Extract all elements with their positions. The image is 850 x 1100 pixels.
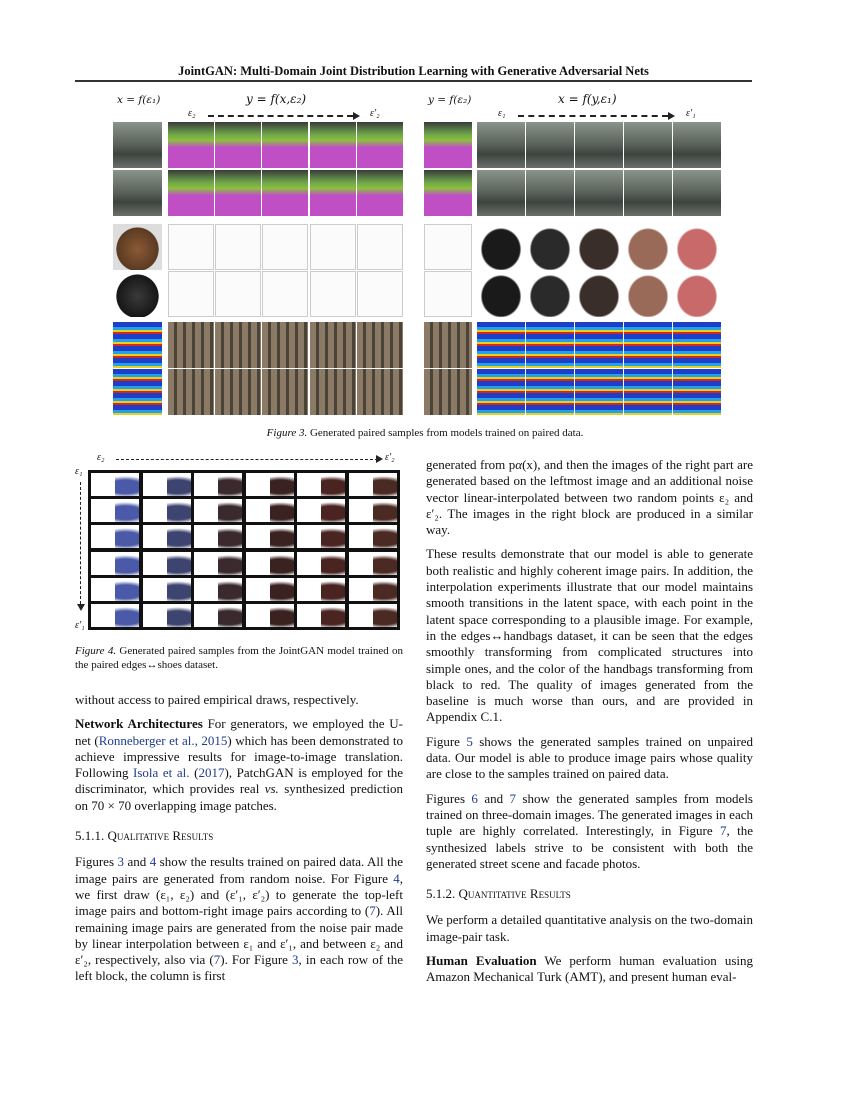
arrow-right-icon xyxy=(376,455,383,463)
generated-image-handbag xyxy=(526,271,574,317)
shoe-edge-pair-image xyxy=(194,578,242,601)
text-run: , we first draw (ε₁, ε₂) and (ε′₁, ε′₂) to generate the top-left image pairs and bottom-right image pairs according to ( xyxy=(75,870,403,919)
shoe-edge-pair-image xyxy=(91,552,139,575)
generated-image-facade xyxy=(215,322,261,368)
generated-image-handbag xyxy=(424,224,472,270)
fig4-top-dash-arrow xyxy=(116,459,378,460)
fig4-top-end-eps: ε′₂ xyxy=(385,452,395,463)
text-run: show the results trained on paired data. All the image pairs are generated from random noise. For Figure xyxy=(75,854,403,886)
generated-image-facade xyxy=(357,322,403,368)
generated-image-handbag xyxy=(262,271,308,317)
generated-image-facade xyxy=(575,369,623,415)
generated-image-street-scene xyxy=(168,122,214,168)
left-text-column xyxy=(75,692,403,993)
generated-image-facade xyxy=(113,322,162,368)
header-rule xyxy=(75,80,752,82)
citation-link[interactable]: Isola et al. xyxy=(133,765,190,781)
text-run: shows the generated samples trained on unpaired data. Our model is able to produce image pairs whose quality are close to the samples trained on paired data. xyxy=(426,733,753,782)
generated-image-facade xyxy=(624,369,672,415)
text-run: , the synthesized labels strive to be consistent with both the generated street scene and facade photos. xyxy=(426,823,753,871)
generated-image-facade xyxy=(215,369,261,415)
text-run: show the generated samples from models trained on three-domain images. The generated images in each tuple are highly correlated. Interestingly, in Figure xyxy=(426,790,753,839)
generated-image-facade xyxy=(310,369,356,415)
shoe-edge-pair-image xyxy=(349,525,397,548)
generated-image-street-scene xyxy=(575,170,623,216)
shoe-edge-pair-image xyxy=(246,604,294,627)
text-run: ) which has been demonstrated to achieve impressive results for image-to-image translation. Following xyxy=(75,732,403,781)
generated-image-facade xyxy=(673,369,721,415)
text-run: without access to paired empirical draws, respectively. xyxy=(75,692,359,707)
generated-image-facade xyxy=(624,322,672,368)
caption-label: Figure 3. xyxy=(266,427,308,439)
generated-image-handbag xyxy=(168,224,214,270)
text-run: 5.1.2. Quantitative Results xyxy=(426,886,571,902)
text-run: Figures xyxy=(426,790,472,806)
section-heading xyxy=(75,828,403,844)
figure-4-caption xyxy=(75,644,403,672)
generated-image-handbag xyxy=(310,224,356,270)
generated-image-street-scene xyxy=(624,170,672,216)
generated-image-street-scene xyxy=(624,122,672,168)
shoe-edge-pair-image xyxy=(194,473,242,496)
arrow-right-icon xyxy=(353,112,360,120)
generated-image-facade xyxy=(262,322,308,368)
shoe-edge-pair-image xyxy=(297,578,345,601)
shoe-edge-pair-image xyxy=(246,525,294,548)
fig3-left-col0-label: x = f(ε₁) xyxy=(117,94,161,106)
citation-link[interactable]: 7 xyxy=(509,790,516,806)
generated-image-handbag xyxy=(526,224,574,270)
citation-link[interactable]: 4 xyxy=(149,854,157,870)
caption-text: Generated paired samples from models trained on paired data. xyxy=(307,427,584,439)
generated-image-handbag xyxy=(624,271,672,317)
generated-image-handbag xyxy=(215,224,261,270)
generated-image-handbag xyxy=(357,224,403,270)
text-run: These results demonstrate that our model is able to generate both realistic and highly coherent image pairs. In addition, the interpolation experiments illustrate that our model maintains smooth transitions in the latent space, with each point in the latent space corresponding to a plausible image. For example, in the edges↔handbags dataset, it can be seen that the edges smoothly transforming from complicated structures into simple ones, and the color of the handbags transforming from black to red. The quality of images generated from the baseline is much worse than ours, and are provided in Appendix C.1. xyxy=(426,546,753,725)
generated-image-street-scene xyxy=(310,170,356,216)
generated-image-handbag xyxy=(575,271,623,317)
generated-image-street-scene xyxy=(310,122,356,168)
fig3-left-start-eps: ε₂ xyxy=(188,108,196,119)
paragraph xyxy=(75,854,403,984)
generated-image-facade xyxy=(477,369,525,415)
text-run: α xyxy=(515,457,523,472)
text-run: generated from p xyxy=(426,457,516,472)
arrow-down-icon xyxy=(77,604,85,611)
text-run: We perform a detailed quantitative analysis on the two-domain image-pair task. xyxy=(426,912,753,944)
shoe-edge-pair-image xyxy=(349,552,397,575)
shoe-edge-pair-image xyxy=(91,473,139,496)
text-run: and xyxy=(477,790,510,806)
shoe-edge-pair-image xyxy=(91,525,139,548)
generated-image-handbag xyxy=(168,271,214,317)
text-run: synthesized prediction on 70 × 70 overlapping image patches. xyxy=(75,781,403,813)
generated-image-handbag xyxy=(113,224,162,270)
generated-image-street-scene xyxy=(215,170,261,216)
text-run: ). All remaining image pairs are generated from the noise pair made by linear interpolation between ε₁ and ε′₁, and between ε₂ and ε′₂, respectively, also via ( xyxy=(75,903,403,968)
fig4-left-end-eps: ε′₁ xyxy=(75,620,85,631)
text-run: vs. xyxy=(264,781,279,797)
text-run: We perform human evaluation using Amazon Mechanical Turk (AMT), and present human eval- xyxy=(426,953,753,985)
shoe-edge-pair-image xyxy=(143,552,191,575)
shoe-edge-pair-image xyxy=(194,552,242,575)
paragraph xyxy=(75,692,403,708)
generated-image-facade xyxy=(310,322,356,368)
generated-image-handbag xyxy=(673,271,721,317)
fig3-right-end-eps: ε′₁ xyxy=(686,108,696,119)
generated-image-facade xyxy=(168,322,214,368)
generated-image-street-scene xyxy=(215,122,261,168)
text-run: ). For Figure xyxy=(220,952,293,968)
generated-image-handbag xyxy=(624,224,672,270)
figure-4-image-grid xyxy=(88,470,400,630)
shoe-edge-pair-image xyxy=(297,552,345,575)
generated-image-facade xyxy=(477,322,525,368)
shoe-edge-pair-image xyxy=(91,578,139,601)
generated-image-street-scene xyxy=(477,170,525,216)
generated-image-handbag xyxy=(477,224,525,270)
citation-link[interactable]: 3 xyxy=(292,952,299,968)
citation-link[interactable]: 2017 xyxy=(198,765,225,781)
generated-image-street-scene xyxy=(113,122,162,168)
text-run: (x), and then the images of the right part are generated based on the leftmost image and an additional noise vector linear-interpolated between two random points ε₂ and ε′₂. The images in the right block are produced in a similar way. xyxy=(426,457,753,538)
generated-image-street-scene xyxy=(673,122,721,168)
fig3-left-interp-label: y = f(x,ε₂) xyxy=(246,92,307,106)
citation-link[interactable]: 7 xyxy=(720,823,727,839)
citation-link[interactable]: 4 xyxy=(393,870,400,886)
shoe-edge-pair-image xyxy=(91,604,139,627)
generated-image-facade xyxy=(424,322,472,368)
paragraph xyxy=(426,912,753,945)
paragraph xyxy=(426,457,753,538)
shoe-edge-pair-image xyxy=(194,499,242,522)
generated-image-street-scene xyxy=(575,122,623,168)
generated-image-handbag xyxy=(113,271,162,317)
shoe-edge-pair-image xyxy=(349,473,397,496)
text-run: ), PatchGAN is employed for the discriminator, which provides real xyxy=(75,765,403,797)
paragraph xyxy=(426,791,753,872)
generated-image-handbag xyxy=(262,224,308,270)
arrow-right-icon xyxy=(668,112,675,120)
generated-image-street-scene xyxy=(262,170,308,216)
generated-image-facade xyxy=(113,369,162,415)
generated-image-street-scene xyxy=(424,170,472,216)
generated-image-handbag xyxy=(310,271,356,317)
shoe-edge-pair-image xyxy=(143,578,191,601)
generated-image-facade xyxy=(673,322,721,368)
figure-3-caption xyxy=(0,427,850,439)
generated-image-handbag xyxy=(575,224,623,270)
generated-image-handbag xyxy=(673,224,721,270)
text-run: 5.1.1. Qualitative Results xyxy=(75,828,214,844)
generated-image-street-scene xyxy=(113,170,162,216)
generated-image-street-scene xyxy=(424,122,472,168)
citation-link[interactable]: 3 xyxy=(117,854,124,870)
shoe-edge-pair-image xyxy=(297,473,345,496)
generated-image-street-scene xyxy=(262,122,308,168)
text-run: and xyxy=(123,854,150,870)
fig3-right-interp-label: x = f(y,ε₁) xyxy=(558,92,617,106)
fig4-top-start-eps: ε₂ xyxy=(97,452,105,463)
text-run: Figures xyxy=(75,854,118,870)
generated-image-street-scene xyxy=(526,170,574,216)
shoe-edge-pair-image xyxy=(349,499,397,522)
shoe-edge-pair-image xyxy=(194,604,242,627)
text-run: ( xyxy=(189,765,199,781)
generated-image-handbag xyxy=(477,271,525,317)
caption-text: Generated paired samples from the JointGAN model trained on the paired edges↔shoes dataset. xyxy=(75,645,404,671)
paragraph xyxy=(75,716,403,814)
generated-image-facade xyxy=(526,322,574,368)
paragraph xyxy=(426,734,753,783)
right-text-column xyxy=(426,457,753,994)
paragraph-heading: Human Evaluation xyxy=(426,953,537,969)
generated-image-facade xyxy=(262,369,308,415)
generated-image-street-scene xyxy=(357,170,403,216)
citation-link[interactable]: 6 xyxy=(471,790,478,806)
citation-link[interactable]: 7 xyxy=(369,903,376,919)
generated-image-facade xyxy=(424,369,472,415)
caption-label: Figure 4. xyxy=(75,645,117,657)
shoe-edge-pair-image xyxy=(297,499,345,522)
fig3-left-dash-arrow xyxy=(208,115,353,117)
shoe-edge-pair-image xyxy=(349,604,397,627)
fig3-left-end-eps: ε′₂ xyxy=(370,108,380,119)
citation-link[interactable]: 7 xyxy=(213,952,221,968)
fig3-right-start-eps: ε₁ xyxy=(498,108,506,119)
fig4-left-dash-arrow xyxy=(80,482,81,604)
shoe-edge-pair-image xyxy=(349,578,397,601)
generated-image-street-scene xyxy=(168,170,214,216)
paragraph xyxy=(426,546,753,725)
shoe-edge-pair-image xyxy=(297,604,345,627)
paragraph xyxy=(426,953,753,986)
running-title: JointGAN: Multi-Domain Joint Distribution Learning with Generative Adversarial Nets xyxy=(178,64,649,78)
generated-image-street-scene xyxy=(357,122,403,168)
shoe-edge-pair-image xyxy=(246,473,294,496)
shoe-edge-pair-image xyxy=(297,525,345,548)
fig3-right-dash-arrow xyxy=(518,115,668,117)
generated-image-street-scene xyxy=(526,122,574,168)
generated-image-street-scene xyxy=(477,122,525,168)
generated-image-facade xyxy=(168,369,214,415)
generated-image-facade xyxy=(357,369,403,415)
generated-image-handbag xyxy=(215,271,261,317)
shoe-edge-pair-image xyxy=(143,473,191,496)
fig4-left-start-eps: ε₁ xyxy=(75,466,83,477)
text-run: Figure xyxy=(426,733,467,749)
text-run: , in each row of the left block, the column is first xyxy=(75,952,403,984)
citation-link[interactable]: Ronneberger et al., 2015 xyxy=(98,732,228,748)
generated-image-handbag xyxy=(357,271,403,317)
paragraph-heading: Network Architectures xyxy=(75,716,203,732)
fig3-right-col0-label: y = f(ε₂) xyxy=(428,94,472,106)
shoe-edge-pair-image xyxy=(143,499,191,522)
section-heading xyxy=(426,886,753,902)
generated-image-facade xyxy=(575,322,623,368)
citation-link[interactable]: 5 xyxy=(466,733,473,749)
generated-image-street-scene xyxy=(673,170,721,216)
shoe-edge-pair-image xyxy=(143,604,191,627)
shoe-edge-pair-image xyxy=(143,525,191,548)
shoe-edge-pair-image xyxy=(246,499,294,522)
generated-image-handbag xyxy=(424,271,472,317)
shoe-edge-pair-image xyxy=(194,525,242,548)
shoe-edge-pair-image xyxy=(246,578,294,601)
text-run: For generators, we employed the U-net ( xyxy=(75,716,403,748)
shoe-edge-pair-image xyxy=(91,499,139,522)
shoe-edge-pair-image xyxy=(246,552,294,575)
generated-image-facade xyxy=(526,369,574,415)
